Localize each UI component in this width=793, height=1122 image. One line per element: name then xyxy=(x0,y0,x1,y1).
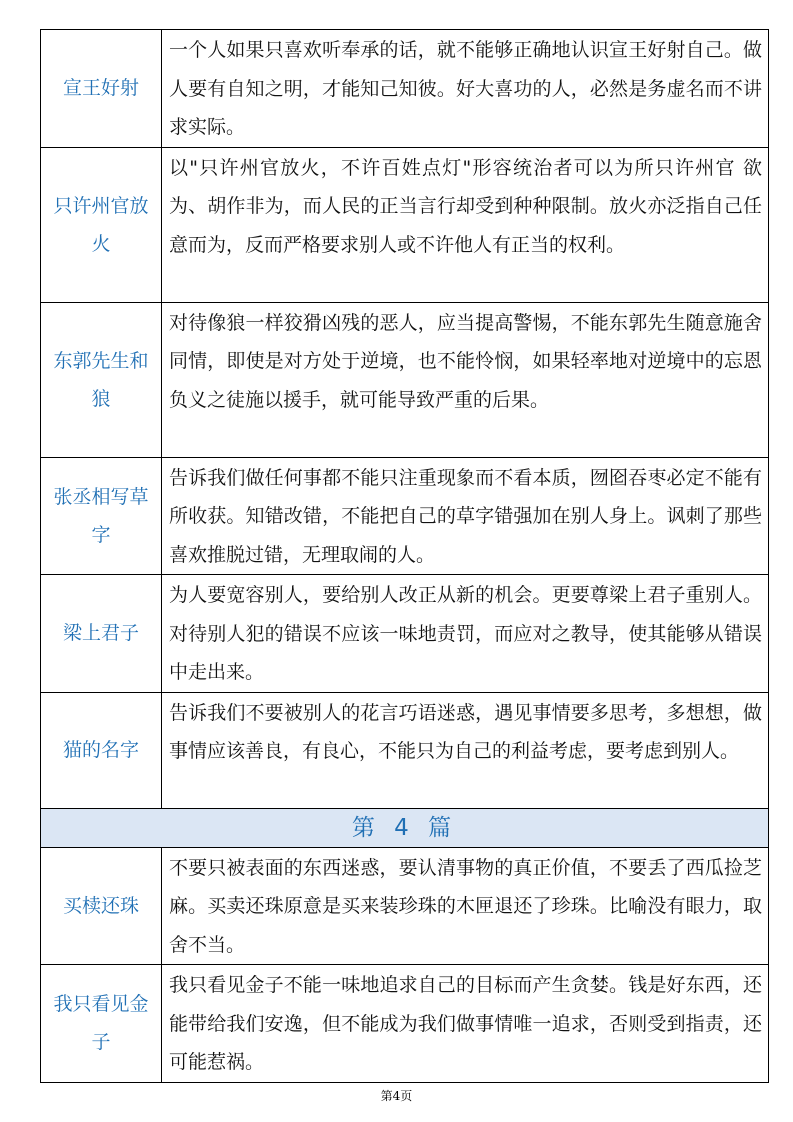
fable-title: 梁上君子 xyxy=(41,575,162,693)
table-row xyxy=(41,30,769,148)
fable-table xyxy=(40,29,769,1083)
fable-lesson: 一个人如果只喜欢听奉承的话，就不能够正确地认识宣王好射自己。做人要有自知之明，才能知己知彼。好大喜功的人，必然是务虚名而不讲求实际。 xyxy=(162,30,769,148)
table-row xyxy=(41,575,769,693)
table-row xyxy=(41,147,769,302)
table-row xyxy=(41,302,769,457)
fable-title: 买椟还珠 xyxy=(41,847,162,965)
fable-lesson: 我只看见金子不能一味地追求自己的目标而产生贪婪。钱是好东西，还能带给我们安逸，但不能成为我们做事情唯一追求，否则受到指责，还可能惹祸。 xyxy=(162,965,769,1083)
table-row xyxy=(41,965,769,1083)
table-row xyxy=(41,692,769,808)
fable-lesson: 告诉我们不要被别人的花言巧语迷惑，遇见事情要多思考，多想想，做事情应该善良，有良心，不能只为自己的利益考虑，要考虑到别人。 xyxy=(162,692,769,808)
fable-lesson: 告诉我们做任何事都不能只注重现象而不看本质，囫囵吞枣必定不能有所收获。知错改错，不能把自己的草字错强加在别人身上。讽刺了那些喜欢推脱过错，无理取闹的人。 xyxy=(162,457,769,575)
fable-title: 宣王好射 xyxy=(41,30,162,148)
table-row xyxy=(41,847,769,965)
fable-lesson: 对待像狼一样狡猾凶残的恶人，应当提高警惕，不能东郭先生随意施舍同情，即使是对方处于逆境，也不能怜悯，如果轻率地对逆境中的忘恩负义之徒施以援手，就可能导致严重的后果。 xyxy=(162,302,769,457)
fable-title: 我只看见金子 xyxy=(41,965,162,1083)
section-header-row xyxy=(41,808,769,847)
fable-title: 张丞相写草字 xyxy=(41,457,162,575)
page-number: 第4页 xyxy=(380,1089,413,1103)
fable-lesson: 为人要宽容别人，要给别人改正从新的机会。更要尊梁上君子重别人。对待别人犯的错误不应该一味地责罚，而应对之教导，使其能够从错误中走出来。 xyxy=(162,575,769,693)
fable-title: 猫的名字 xyxy=(41,692,162,808)
fable-lesson: 以"只许州官放火，不许百姓点灯"形容统治者可以为所只许州官 欲为、胡作非为，而人民的正当言行却受到种种限制。放火亦泛指自己任意而为，反而严格要求别人或不许他人有正当的权利。 xyxy=(162,147,769,302)
fable-lesson: 不要只被表面的东西迷惑，要认清事物的真正价值，不要丢了西瓜捡芝麻。买卖还珠原意是买来装珍珠的木匣退还了珍珠。比喻没有眼力，取舍不当。 xyxy=(162,847,769,965)
table-row xyxy=(41,457,769,575)
fable-title: 只许州官放火 xyxy=(41,147,162,302)
section-title: 第 4 篇 xyxy=(41,808,769,847)
fable-title: 东郭先生和狼 xyxy=(41,302,162,457)
